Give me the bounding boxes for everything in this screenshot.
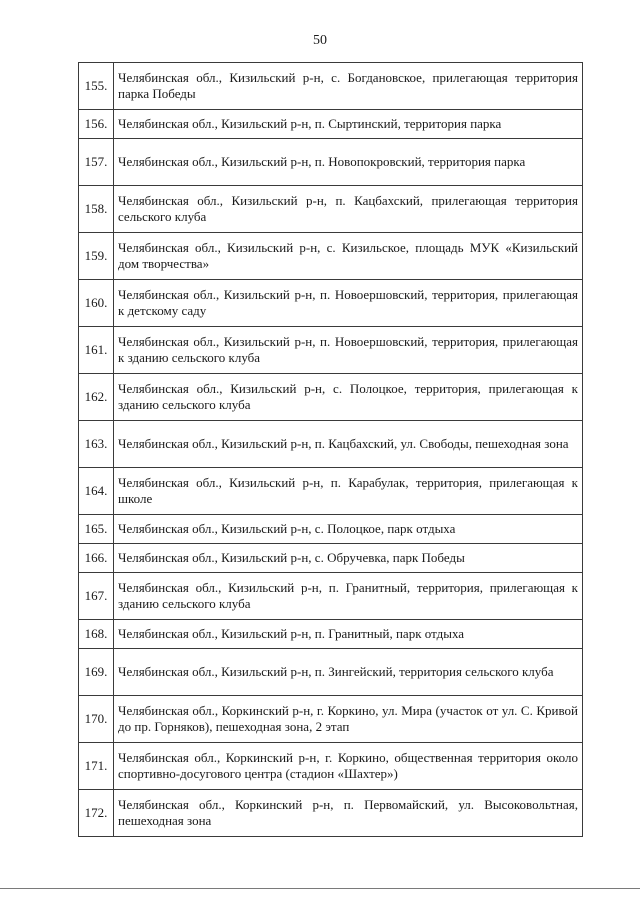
- table-row: [79, 468, 583, 515]
- row-number: 157.: [79, 139, 114, 186]
- row-description: Челябинская обл., Кизильский р-н, с. Кизильское, площадь МУК «Кизильский дом творчества»: [114, 233, 583, 280]
- table-row: [79, 544, 583, 573]
- table-row: [79, 233, 583, 280]
- row-description: Челябинская обл., Кизильский р-н, с. Богдановское, прилегающая территория парка Победы: [114, 63, 583, 110]
- table-row: [79, 421, 583, 468]
- page-bottom-rule: [0, 888, 640, 889]
- row-description: Челябинская обл., Кизильский р-н, п. Новопокровский, территория парка: [114, 139, 583, 186]
- territory-table: [78, 62, 583, 837]
- row-number: 163.: [79, 421, 114, 468]
- row-number: 167.: [79, 573, 114, 620]
- table-row: [79, 63, 583, 110]
- row-number: 170.: [79, 696, 114, 743]
- row-description: Челябинская обл., Кизильский р-н, п. Сыртинский, территория парка: [114, 110, 583, 139]
- row-number: 171.: [79, 743, 114, 790]
- table-row: [79, 790, 583, 837]
- table-row: [79, 620, 583, 649]
- row-number: 155.: [79, 63, 114, 110]
- row-description: Челябинская обл., Кизильский р-н, с. Полоцкое, парк отдыха: [114, 515, 583, 544]
- row-description: Челябинская обл., Коркинский р-н, г. Коркино, ул. Мира (участок от ул. С. Кривой до пр. Горняков), пешеходная зона, 2 этап: [114, 696, 583, 743]
- table-row: [79, 696, 583, 743]
- row-description: Челябинская обл., Кизильский р-н, с. Полоцкое, территория, прилегающая к зданию сельского клуба: [114, 374, 583, 421]
- row-description: Челябинская обл., Кизильский р-н, п. Кацбахский, прилегающая территория сельского клуба: [114, 186, 583, 233]
- row-description: Челябинская обл., Кизильский р-н, п. Новоершовский, территория, прилегающая к детскому саду: [114, 280, 583, 327]
- row-number: 162.: [79, 374, 114, 421]
- row-description: Челябинская обл., Коркинский р-н, п. Первомайский, ул. Высоковольтная, пешеходная зона: [114, 790, 583, 837]
- table-row: [79, 139, 583, 186]
- row-number: 172.: [79, 790, 114, 837]
- row-description: Челябинская обл., Кизильский р-н, с. Обручевка, парк Победы: [114, 544, 583, 573]
- table-row: [79, 327, 583, 374]
- row-description: Челябинская обл., Кизильский р-н, п. Кацбахский, ул. Свободы, пешеходная зона: [114, 421, 583, 468]
- row-number: 156.: [79, 110, 114, 139]
- row-number: 158.: [79, 186, 114, 233]
- row-number: 160.: [79, 280, 114, 327]
- row-number: 166.: [79, 544, 114, 573]
- table-row: [79, 515, 583, 544]
- row-number: 165.: [79, 515, 114, 544]
- row-description: Челябинская обл., Коркинский р-н, г. Коркино, общественная территория около спортивно-досугового центра (стадион «Шахтер»): [114, 743, 583, 790]
- table-row: [79, 110, 583, 139]
- row-number: 159.: [79, 233, 114, 280]
- row-number: 161.: [79, 327, 114, 374]
- row-description: Челябинская обл., Кизильский р-н, п. Новоершовский, территория, прилегающая к зданию сельского клуба: [114, 327, 583, 374]
- page-number: 50: [313, 33, 327, 48]
- row-description: Челябинская обл., Кизильский р-н, п. Карабулак, территория, прилегающая к школе: [114, 468, 583, 515]
- table-row: [79, 743, 583, 790]
- row-description: Челябинская обл., Кизильский р-н, п. Зингейский, территория сельского клуба: [114, 649, 583, 696]
- table-row: [79, 649, 583, 696]
- table-row: [79, 573, 583, 620]
- table-row: [79, 186, 583, 233]
- row-number: 168.: [79, 620, 114, 649]
- row-number: 164.: [79, 468, 114, 515]
- table-row: [79, 374, 583, 421]
- row-number: 169.: [79, 649, 114, 696]
- table-row: [79, 280, 583, 327]
- row-description: Челябинская обл., Кизильский р-н, п. Гранитный, территория, прилегающая к зданию сельского клуба: [114, 573, 583, 620]
- row-description: Челябинская обл., Кизильский р-н, п. Гранитный, парк отдыха: [114, 620, 583, 649]
